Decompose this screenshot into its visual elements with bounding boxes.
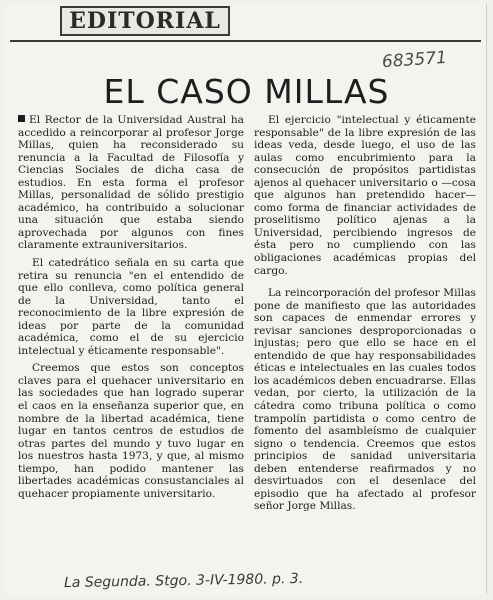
paragraph-1-text: El Rector de la Universidad Austral ha accedido a reincorporar al profesor Jorge Millas, quien ha reconsiderado su renuncia a la Facultad de Filosofía y Ciencias Sociales de dicha casa de estudios. En esta forma el profesor Millas, personalidad de sólido prestigio académico, ha contribuido a solucionar una situación que estaba siendo aprovechada por algunos con fines claramente extrauniversitarios. [18, 114, 244, 252]
left-column [18, 114, 244, 505]
right-column [254, 114, 476, 518]
paragraph-5: La reincorporación del profesor Millas pone de manifiesto que las autoridades son capaces de enmendar errores y revisar sanciones desproporcionadas o injustas; pero que ello se hace en el entendido de que hay responsabilidades éticas e intelectuales en las cuales todos los académicos deben encuadrarse. Ellas vedan, por cierto, la utilización de la cátedra como tribuna política o como trampolín partidista o como centro de fomento del asambleísmo de cualquier signo o tendencia. Creemos que estos principios de sanidad universitaria deben entenderse reafirmados y no desvirtuados con el desenlace del episodio que ha afectado al profesor señor Jorge Millas. [254, 287, 476, 513]
handwritten-number: 683571 [381, 47, 448, 73]
article-title: EL CASO MILLAS [103, 72, 390, 111]
paragraph-3: Creemos que estos son conceptos claves para el quehacer universitario en las sociedades que han logrado superar el caos en la enseñanza superior que, en nombre de la libertad académica, tiene lugar en tantos centros de estudios de otras partes del mundo y tuvo lugar en los nuestros hasta 1973, y que, al mismo tiempo, han podido mantener las libertades académicas consustanciales al quehacer propiamente universitario. [18, 362, 244, 500]
header-rule [10, 40, 481, 42]
section-header-box [60, 6, 230, 36]
paragraph-4: El ejercicio "intelectual y éticamente responsable" de la libre expresión de las ideas veda, desde luego, el uso de las aulas como encubrimiento para la consecución de propósitos partidistas ajenos al quehacer universitario o —cosa que algunos han pretendido hacer— como forma de financiar actividades de proselitismo político ajenas a la Universidad, percibiendo ingresos de ésta pero no cumpliendo con las obligaciones académicas propias del cargo. [254, 114, 476, 277]
paragraph-1 [18, 114, 244, 252]
section-label: EDITORIAL [69, 8, 221, 34]
bullet-square-icon [18, 115, 25, 122]
handwritten-source-note: La Segunda. Stgo. 3-IV-1980. p. 3. [63, 570, 304, 592]
paragraph-2: El catedrático señala en su carta que retira su renuncia "en el entendido de que ello conlleva, como política general de la Universidad, tanto el reconocimiento de la libre expresión de ideas por parte de la comunidad académica, como el de su ejercicio intelectual y éticamente responsable". [18, 257, 244, 357]
